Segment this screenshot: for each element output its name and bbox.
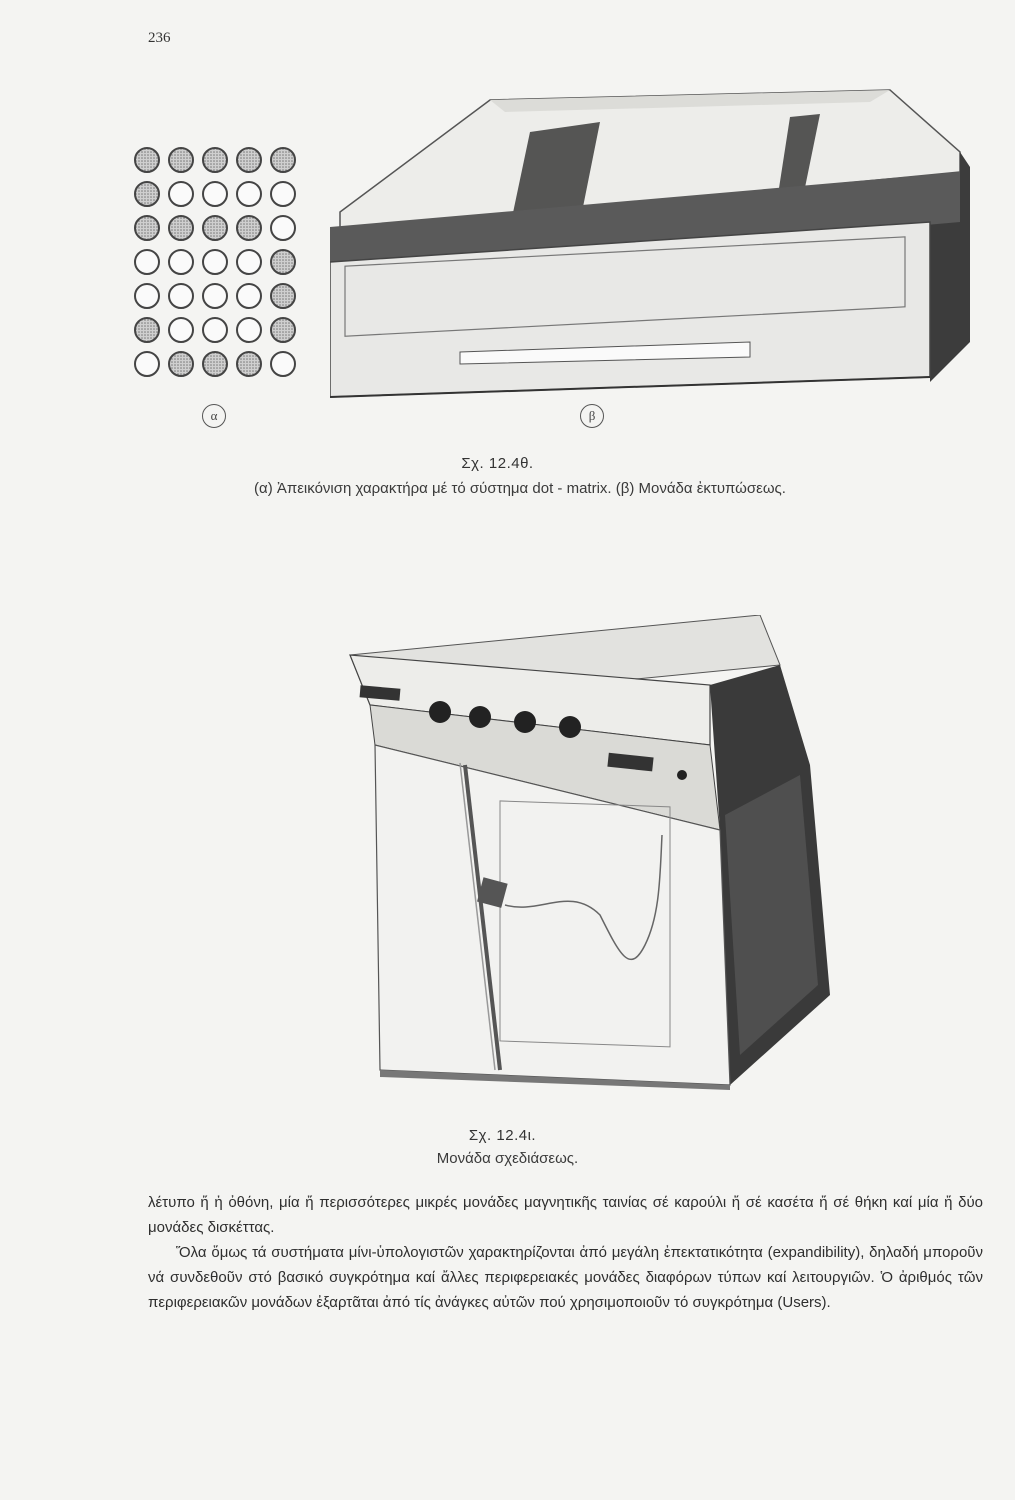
figure-number-12-4-iota: Σχ. 12.4ι. [468,1127,537,1144]
dot-filled [169,148,193,172]
dot-empty [169,250,193,274]
dot-filled [135,318,159,342]
dot-empty [237,182,261,206]
dot-empty [237,284,261,308]
dot-empty [237,318,261,342]
page-number: 236 [148,30,171,46]
dot-empty [271,352,295,376]
dot-filled [135,182,159,206]
dot-filled [169,216,193,240]
dot-filled [271,318,295,342]
dot-filled [203,148,227,172]
dot-filled [271,148,295,172]
dot-empty [203,182,227,206]
dot-filled [237,216,261,240]
dot-matrix-figure [132,145,297,380]
dot-empty [203,284,227,308]
dot-filled [237,352,261,376]
paragraph-1: λέτυπο ἤ ἡ ὀθόνη, μία ἤ περισσότερες μικρές μονάδες μαγνητικῆς ταινίας σέ καρούλι ἤ σέ κασέτα ἤ σέ θήκη καί μία ἤ δύο μονάδες δισκέττας. [148,1194,983,1236]
dot-empty [169,284,193,308]
dot-filled [135,216,159,240]
printer-unit-photo [330,72,970,402]
dot-empty [135,352,159,376]
dot-filled [271,250,295,274]
dot-empty [271,182,295,206]
dot-empty [203,250,227,274]
dot-empty [169,318,193,342]
figure-label-a: α [202,404,226,428]
dot-filled [271,284,295,308]
dot-empty [271,216,295,240]
dot-filled [135,148,159,172]
dot-empty [169,182,193,206]
dot-filled [237,148,261,172]
figure-number-12-4-theta: Σχ. 12.4θ. [461,455,534,472]
figure-caption-plotter: Μονάδα σχεδιάσεως. [436,1150,579,1167]
dot-empty [135,284,159,308]
dot-empty [237,250,261,274]
figure-caption-printer: (α) Ἀπεικόνιση χαρακτήρα μέ τό σύστημα dot - matrix. (β) Μονάδα ἐκτυπώσεως. [254,480,786,497]
dot-filled [169,352,193,376]
paragraph-2: Ὅλα ὅμως τά συστήματα μίνι-ὑπολογιστῶν χαρακτηρίζονται ἀπό μεγάλη ἐπεκτατικότητα (expandibility), δηλαδή μποροῦν νά συνδεθοῦν στό βασικό συγκρότημα καί ἄλλες περιφερειακές μονάδες διαφόρων τύπων καί λειτουργιῶν. Ὁ ἀριθμός τῶν περιφερειακῶν μονάδων ἐξαρτᾶται ἀπό τίς ἀνάγκες αὐτῶν πού χρησιμοποιοῦν τό συγκρότημα (Users). [148,1244,983,1311]
dot-empty [135,250,159,274]
body-text [148,1190,983,1315]
dot-filled [203,216,227,240]
plotter-unit-photo [330,615,830,1090]
dot-empty [203,318,227,342]
dot-filled [203,352,227,376]
figure-label-b: β [580,404,604,428]
